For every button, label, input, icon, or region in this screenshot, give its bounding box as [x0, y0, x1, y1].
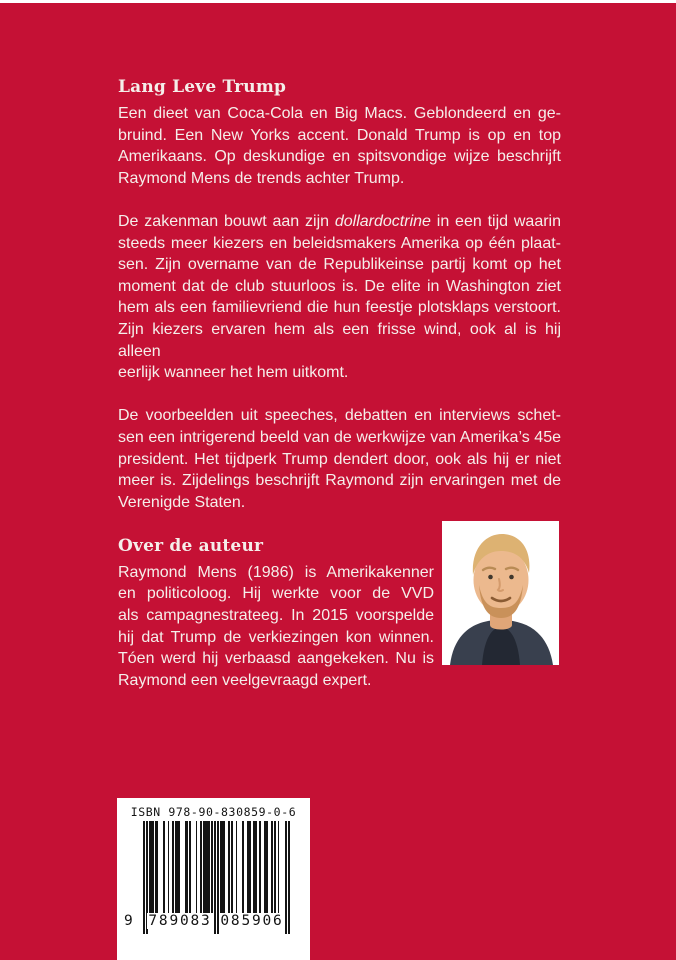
italic-term: dollardoctrine — [334, 212, 431, 230]
blurb-paragraph-2 — [118, 211, 561, 384]
text-line: Een dieet van Coca-Cola en Big Macs. Geblondeerd en ge- — [118, 105, 561, 122]
page-top-margin — [0, 0, 676, 3]
text-line: Verenigde Staten. — [118, 493, 246, 511]
text-line: en politicoloog. Hij werkte voor de VVD — [118, 585, 434, 603]
barcode-panel — [117, 798, 310, 960]
isbn-label: ISBN 978-90-830859-0-6 — [130, 805, 297, 819]
text-line: Raymond Mens de trends achter Trump. — [118, 169, 405, 187]
text-line: Tóen werd hij verbaasd aangekeken. Nu is — [118, 650, 434, 668]
barcode-digit-group-1: 789083 — [148, 913, 212, 929]
barcode-digits — [117, 911, 310, 937]
barcode-digit-group-2: 085906 — [220, 913, 284, 929]
text-line: steeds meer kiezers en beleidsmakers Amerika op één plaat- — [118, 234, 561, 252]
text-line: meer is. Zijdelings beschrijft Raymond zijn ervaringen met de — [118, 472, 561, 490]
text-line: hem als een familievriend die hun feestje plotsklaps verstoort. — [118, 299, 561, 317]
author-portrait-photo — [442, 521, 559, 665]
text-line: Raymond Mens (1986) is Amerikakenner — [118, 563, 434, 581]
text-line: als campagnestrateeg. In 2015 voorspelde — [118, 607, 434, 625]
author-section-heading: Over de auteur — [118, 535, 264, 556]
blurb-heading: Lang Leve Trump — [118, 77, 287, 97]
text-line: Amerikaans. Op deskundige en spitsvondige wijze beschrijft — [118, 148, 561, 166]
text-line: hij dat Trump de verkiezingen kon winnen. — [118, 628, 434, 646]
text-segment: in een tijd waarin — [430, 212, 561, 230]
text-line: Zijn kiezers ervaren hem als een frisse wind, ook al is hij alleen — [118, 320, 561, 360]
text-line — [118, 211, 561, 233]
text-line: Raymond een veelgevraagd expert. — [118, 671, 372, 689]
text-line: moment dat de club stuurloos is. De elite in Washington ziet — [118, 277, 561, 295]
text-line: president. Het tijdperk Trump dendert door, ook als hij er niet — [118, 450, 561, 468]
barcode-digit-lead: 9 — [124, 913, 133, 929]
author-bio-paragraph — [118, 562, 434, 692]
text-line: eerlijk wanneer het hem uitkomt. — [118, 364, 349, 382]
blurb-paragraph-3 — [118, 405, 561, 513]
text-line: bruind. Een New Yorks accent. Donald Trump is op en top — [118, 126, 561, 144]
author-portrait-illustration — [442, 521, 559, 665]
text-line: De voorbeelden uit speeches, debatten en interviews schet- — [118, 407, 561, 425]
text-segment: De zakenman bouwt aan zijn — [118, 212, 335, 230]
text-line: sen een intrigerend beeld van de werkwijze van Amerika’s 45e — [118, 428, 561, 446]
blurb-paragraph-1 — [118, 103, 561, 189]
text-line: sen. Zijn overname van de Republikeinse partij komt op het — [118, 256, 561, 274]
